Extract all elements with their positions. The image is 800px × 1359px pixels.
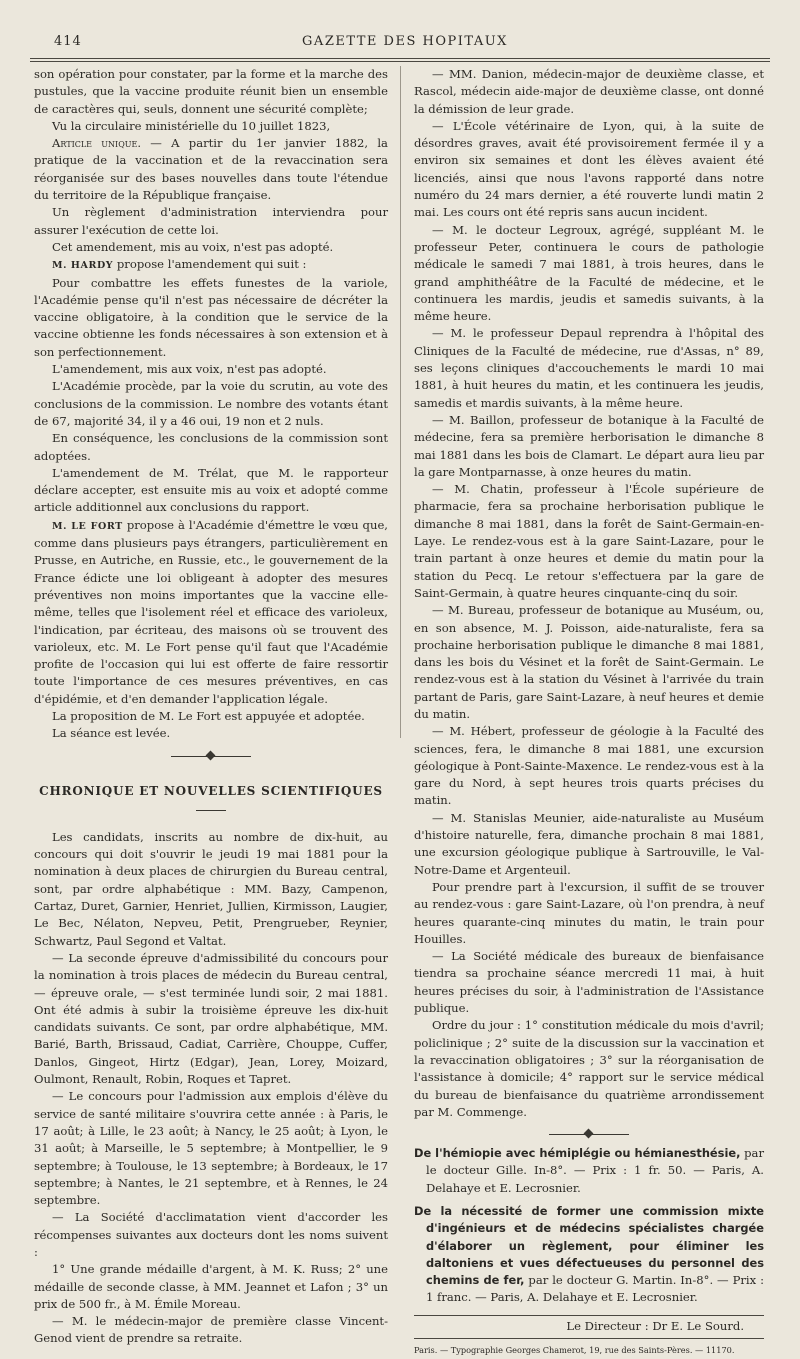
paragraph: M. LE FORT propose à l'Académie d'émettre le vœu que, comme dans plusieurs pays étrangers, particulièrement en Prusse, en Autriche, en Russie, etc., le gouvernement de la France édicte une loi obligeant à adopter des mesures préventives non moins importantes que la vaccine elle-même, telles que l'isolement réel et efficace des varioleux, l'indication, par écriteau, des maisons où se trouvent des varioleux, etc. M. Le Fort pense qu'il faut que l'Académie profite de l'occasion qui lui est offerte de faire ressortir toute l'importance de ces mesures préventives, en cas d'épidémie, et d'en demander l'application légale. bbox=[34, 517, 388, 706]
paragraph: — MM. Danion, médecin-major de deuxième classe, et Rascol, médecin aide-major de deuxième classe, ont donné la démission de leur grade. bbox=[414, 67, 764, 116]
paragraph: En conséquence, les conclusions de la commission sont adoptées. bbox=[34, 431, 388, 463]
ornament-divider bbox=[34, 751, 388, 761]
paragraph: — M. Baillon, professeur de botanique à la Faculté de médecine, fera sa première herborisation le dimanche 8 mai 1881 dans les bois de Clamart. Le départ aura lieu par la gare Montparnasse, à onze heures du matin. bbox=[414, 412, 764, 479]
paragraph: — M. Stanislas Meunier, aide-naturaliste au Muséum d'histoire naturelle, fera, dimanche prochain 8 mai 1881, une excursion géologique publique à Sartrouville, le Val-Notre-Dame et Argenteuil. bbox=[414, 810, 764, 877]
paragraph: — La Société d'acclimatation vient d'accorder les récompenses suivantes aux docteurs dont les noms suivent : bbox=[34, 1210, 388, 1259]
paragraph: — L'École vétérinaire de Lyon, qui, à la suite de désordres graves, avait été provisoirement fermée il y a environ six semaines et dont les élèves avaient été licenciés, ainsi que nous l'avons rapporté dans notre numéro du 24 mars dernier, a été rouverte lundi matin 2 mai. Les cours ont été repris sans aucun incident. bbox=[414, 118, 764, 220]
book-notice: De la nécessité de former une commission mixte d'ingénieurs et de médecins spécialistes chargée d'élaborer un règlement, pour éliminer les daltoniens et vues défectueuses du personnel des chemins de fer, par le docteur G. Martin. In-8°. — Prix : 1 franc. — Paris, A. Delahaye et E. Lecrosnier. bbox=[414, 1204, 764, 1305]
paragraph: — M. le docteur Legroux, agrégé, suppléant M. le professeur Peter, continuera le cours de pathologie médicale le samedi 7 mai 1881, à trois heures, dans le grand amphithéâtre de la Faculté de médecine, et le continuera les mardis, jeudis et samedis suivants, à la même heure. bbox=[414, 222, 764, 324]
paragraph: Pour combattre les effets funestes de la variole, l'Académie pense qu'il n'est pas nécessaire de décréter la vaccine obligatoire, à la condition que le service de la vaccine obtienne les fonds nécessaires à son extension et à son perfectionnement. bbox=[34, 275, 388, 359]
ornament-divider bbox=[414, 1129, 764, 1139]
paragraph: — M. le professeur Depaul reprendra à l'hôpital des Cliniques de la Faculté de médecine, rue d'Assas, n° 89, ses leçons cliniques d'accouchements le mardi 10 mai 1881, à huit heures du matin, et les continuera les jeudis, samedis et mardis suivants, à la même heure. bbox=[414, 326, 764, 410]
paragraph: Cet amendement, mis au voix, n'est pas adopté. bbox=[52, 239, 334, 254]
right-column bbox=[414, 66, 764, 1359]
speaker-name: M. HARDY bbox=[52, 260, 114, 272]
paragraph: Un règlement d'administration interviendra pour assurer l'exécution de cette loi. bbox=[34, 205, 388, 237]
journal-title: GAZETTE DES HOPITAUX bbox=[302, 34, 508, 49]
column-divider bbox=[400, 66, 401, 738]
paragraph: — M. Chatin, professeur à l'École supérieure de pharmacie, fera sa prochaine herborisation publique le dimanche 8 mai 1881, dans la forêt de Saint-Germain-en-Laye. Le rendez-vous est à la gare Saint-Lazare, pour le train partant à onze heures et demie du matin pour la station du Pecq. Le retour s'effectuera par la gare de Saint-Germain, à quatre heures cinquante-cinq du soir. bbox=[414, 482, 764, 600]
paragraph: La séance est levée. bbox=[52, 726, 171, 741]
paragraph: L'amendement de M. Trélat, que M. le rapporteur déclare accepter, est ensuite mis au voix et adopté comme article additionnel aux conclusions du rapport. bbox=[34, 465, 388, 515]
book-notice: De l'hémiopie avec hémiplégie ou hémianesthésie, par le docteur Gille. In-8°. — Prix : 1 fr. 50. — Paris, A. Delahaye et E. Lecrosnier. bbox=[414, 1146, 764, 1195]
paragraph: — M. Hébert, professeur de géologie à la Faculté des sciences, fera, le dimanche 8 mai 1881, une excursion géologique à Pont-Sainte-Maxence. Le rendez-vous est à la gare du Nord, à sept heures trois quarts précises du matin. bbox=[414, 724, 764, 808]
short-rule bbox=[196, 810, 226, 811]
paragraph: Les candidats, inscrits au nombre de dix-huit, au concours qui doit s'ouvrir le jeudi 19 mai 1881 pour la nomination à deux places de chirurgien du Bureau central, sont, par ordre alphabétique : MM. Bazy, Campenon, Cartaz, Duret, Garnier, Henriet, Jullien, Kirmisson, Laugier, Le Bec, Nélaton, Nepveu, Petit, Prengrueber, Reynier, Schwartz, Paul Segond et Valtat. bbox=[34, 829, 388, 948]
paragraph: M. HARDY propose l'amendement qui suit : bbox=[52, 257, 307, 272]
paragraph: — M. le médecin-major de première classe Vincent-Genod vient de prendre sa retraite. bbox=[34, 1314, 388, 1346]
paragraph: — La seconde épreuve d'admissibilité du concours pour la nomination à trois places de médecin du Bureau central, — épreuve orale, — s'est terminée lundi soir, 2 mai 1881. Ont été admis à subir la troisième épreuve les dix-huit candidats suivants. Ce sont, par ordre alphabétique, MM. Barié, Barth, Brissaud, Cadiat, Carrière, Chouppe, Cuffer, Danlos, Gingeot, Hirtz (Edgar), Jean, Lorey, Moizard, Oulmont, Renault, Robin, Roques et Tapret. bbox=[34, 950, 388, 1087]
paragraph: Article unique. — A partir du 1er janvier 1882, la pratique de la vaccination et de la revaccination sera réorganisée sur des bases nouvelles dans toute l'étendue du territoire de la République française. bbox=[34, 136, 388, 203]
paragraph: — Le concours pour l'admission aux emplois d'élève du service de santé militaire s'ouvrira cette année : à Paris, le 17 août; à Lille, le 23 août; à Nancy, le 25 août; à Lyon, le 31 août; à Marseille, le 5 septembre; à Montpellier, le 9 septembre; à Toulouse, le 13 septembre; à Bordeaux, le 17 septembre; à Nantes, le 21 septembre, et à Rennes, le 24 septembre. bbox=[34, 1089, 388, 1208]
paragraph: 1° Une grande médaille d'argent, à M. K. Russ; 2° une médaille de seconde classe, à MM. Jeannet et Lafon ; 3° un prix de 500 fr., à M. Émile Moreau. bbox=[34, 1262, 388, 1311]
book-title: De la nécessité de former une commission mixte d'ingénieurs et de médecins spécialistes chargée d'élaborer un règlement, pour éliminer les daltoniens et vues défectueuses du personnel des chemins de fer, bbox=[414, 1204, 764, 1288]
paragraph: L'amendement, mis aux voix, n'est pas adopté. bbox=[52, 362, 327, 377]
book-title: De l'hémiopie avec hémiplégie ou hémianesthésie, bbox=[414, 1146, 741, 1161]
section-heading: CHRONIQUE ET NOUVELLES SCIENTIFIQUES bbox=[39, 783, 383, 798]
printer-imprint: Paris. — Typographie Georges Chamerot, 19, rue des Saints-Pères. — 11170. bbox=[414, 1338, 764, 1359]
left-column bbox=[34, 66, 388, 1348]
page-number: 414 bbox=[54, 34, 82, 49]
header-rule bbox=[30, 58, 770, 59]
paragraph: Ordre du jour : 1° constitution médicale du mois d'avril; policlinique ; 2° suite de la discussion sur la vaccination et la revaccination obligatoires ; 3° sur la réorganisation de l'assistance à domicile; 4° rapport sur le service médical du bureau de bienfaisance du quatrième arrondissement par M. Commenge. bbox=[414, 1018, 764, 1119]
paragraph: Vu la circulaire ministérielle du 10 juillet 1823, bbox=[52, 118, 331, 133]
speaker-name: M. LE FORT bbox=[52, 520, 123, 532]
paragraph: Pour prendre part à l'excursion, il suffit de se trouver au rendez-vous : gare Saint-Lazare, où l'on prendra, à neuf heures quarante-cinq minutes du matin, le train pour Houilles. bbox=[414, 879, 764, 946]
director-signature: Le Directeur : Dr E. Le Sourd. bbox=[414, 1315, 764, 1335]
paragraph: La proposition de M. Le Fort est appuyée et adoptée. bbox=[52, 708, 365, 723]
article-label: Article unique. bbox=[52, 136, 142, 151]
paragraph: — M. Bureau, professeur de botanique au Muséum, ou, en son absence, M. J. Poisson, aide-naturaliste, fera sa prochaine herborisation publique le dimanche 8 mai 1881, dans les bois du Vésinet et la forêt de Saint-Germain. Le rendez-vous est à la station du Vésinet à l'arrivée du train partant de Paris, gare Saint-Lazare, à neuf heures et demie du matin. bbox=[414, 603, 764, 721]
page-header bbox=[30, 34, 780, 56]
header-rule-2 bbox=[30, 61, 770, 62]
paragraph: son opération pour constater, par la forme et la marche des pustules, que la vaccine produite réunit bien un ensemble de caractères qui, seuls, donnent une sécurité complète; bbox=[34, 67, 388, 116]
paragraph: — La Société médicale des bureaux de bienfaisance tiendra sa prochaine séance mercredi 11 mai, à huit heures précises du soir, à l'administration de l'Assistance publique. bbox=[414, 949, 764, 1016]
paragraph: L'Académie procède, par la voie du scrutin, au vote des conclusions de la commission. Le nombre des votants étant de 67, majorité 34, il y a 46 oui, 19 non et 2 nuls. bbox=[34, 379, 388, 428]
